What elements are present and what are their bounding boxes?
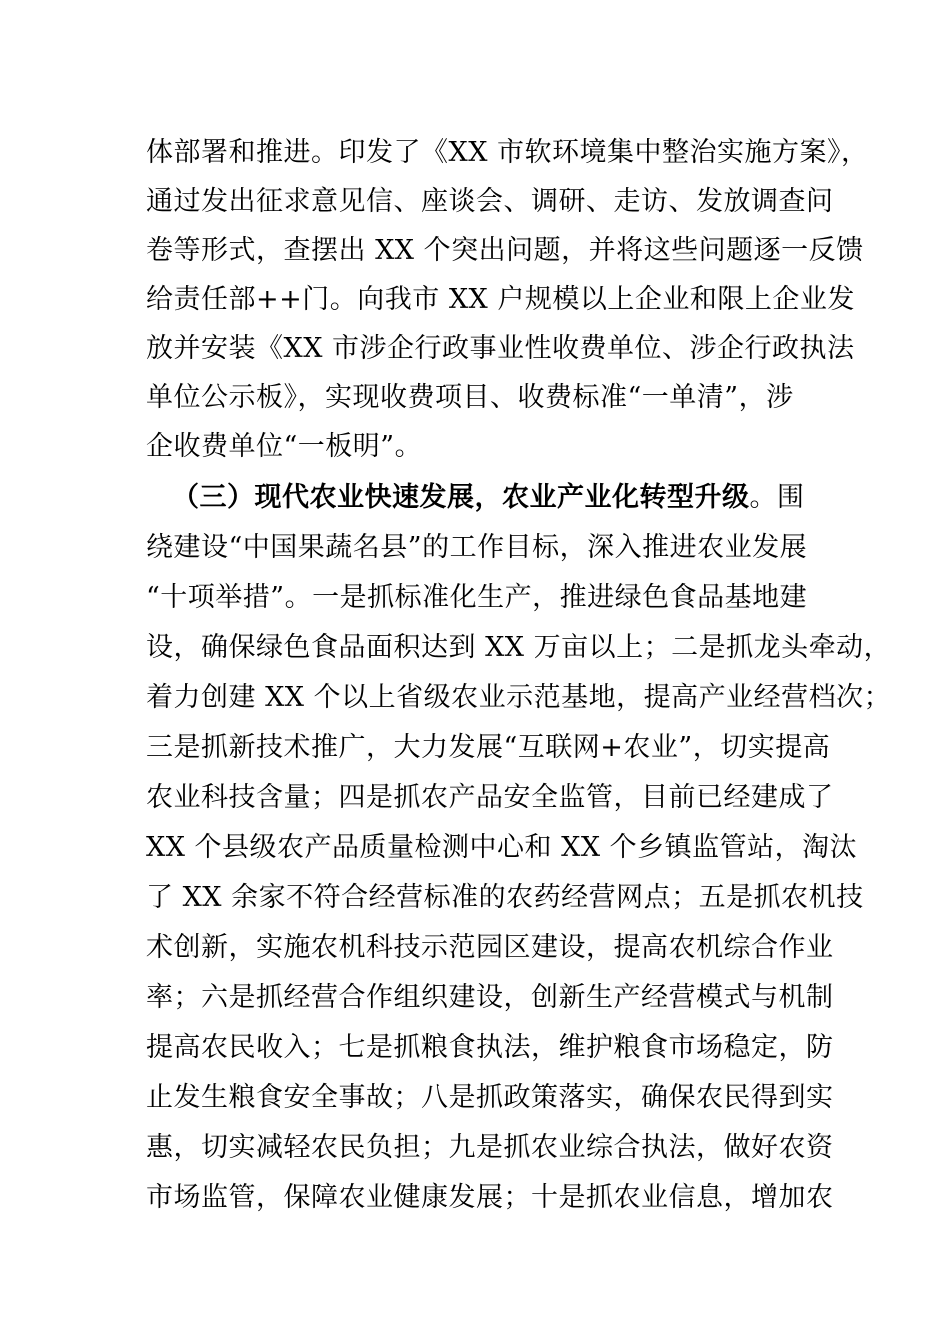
text-line: 止发生粮食安全事故；八是抓政策落实，确保农民得到实 [146, 1082, 834, 1113]
text-line: 设，确保绿色食品面积达到 XX 万亩以上；二是抓龙头牵动， [146, 632, 892, 663]
text-line: 通过发出征求意见信、座谈会、调研、走访、发放调查问 [146, 186, 834, 217]
text-line: 着力创建 XX 个以上省级农业示范基地，提高产业经营档次； [146, 682, 892, 713]
text-line: 三是抓新技术推广，大力发展“互联网+农业”，切实提高 [146, 732, 831, 763]
text-line: 农业科技含量；四是抓农产品安全监管，目前已经建成了 [146, 782, 834, 813]
section-heading-tail: 。围 [749, 482, 805, 513]
text-line: 了 XX 余家不符合经营标准的农药经营网点；五是抓农机技 [146, 882, 864, 913]
text-line: 术创新，实施农机科技示范园区建设，提高农机综合作业 [146, 932, 834, 963]
text-line: 市场监管，保障农业健康发展；十是抓农业信息，增加农 [146, 1182, 834, 1213]
text-line: 提高农民收入；七是抓粮食执法，维护粮食市场稳定，防 [146, 1032, 834, 1063]
text-line: 单位公示板》，实现收费项目、收费标准“一单清”，涉 [146, 382, 794, 413]
text-line: 绕建设“中国果蔬名县”的工作目标，深入推进农业发展 [146, 532, 808, 563]
text-line: 率；六是抓经营合作组织建设，创新生产经营模式与机制 [146, 982, 834, 1013]
text-line: 惠，切实减轻农民负担；九是抓农业综合执法，做好农资 [146, 1132, 834, 1163]
text-line: 给责任部++门。向我市 XX 户规模以上企业和限上企业发 [146, 284, 855, 315]
text-line: XX 个县级农产品质量检测中心和 XX 个乡镇监管站，淘汰 [146, 832, 858, 863]
text-line: 卷等形式，查摆出 XX 个突出问题，并将这些问题逐一反馈 [146, 235, 864, 266]
text-line: “十项举措”。一是抓标准化生产，推进绿色食品基地建 [146, 582, 808, 613]
section-heading-line [172, 481, 836, 515]
text-line: 放并安装《XX 市涉企行政事业性收费单位、涉企行政执法 [146, 333, 855, 364]
text-line: 体部署和推进。印发了《XX 市软环境集中整治实施方案》， [146, 137, 869, 168]
section-heading: （三）现代农业快速发展，农业产业化转型升级 [172, 482, 750, 513]
text-line: 企收费单位“一板明”。 [146, 431, 423, 462]
